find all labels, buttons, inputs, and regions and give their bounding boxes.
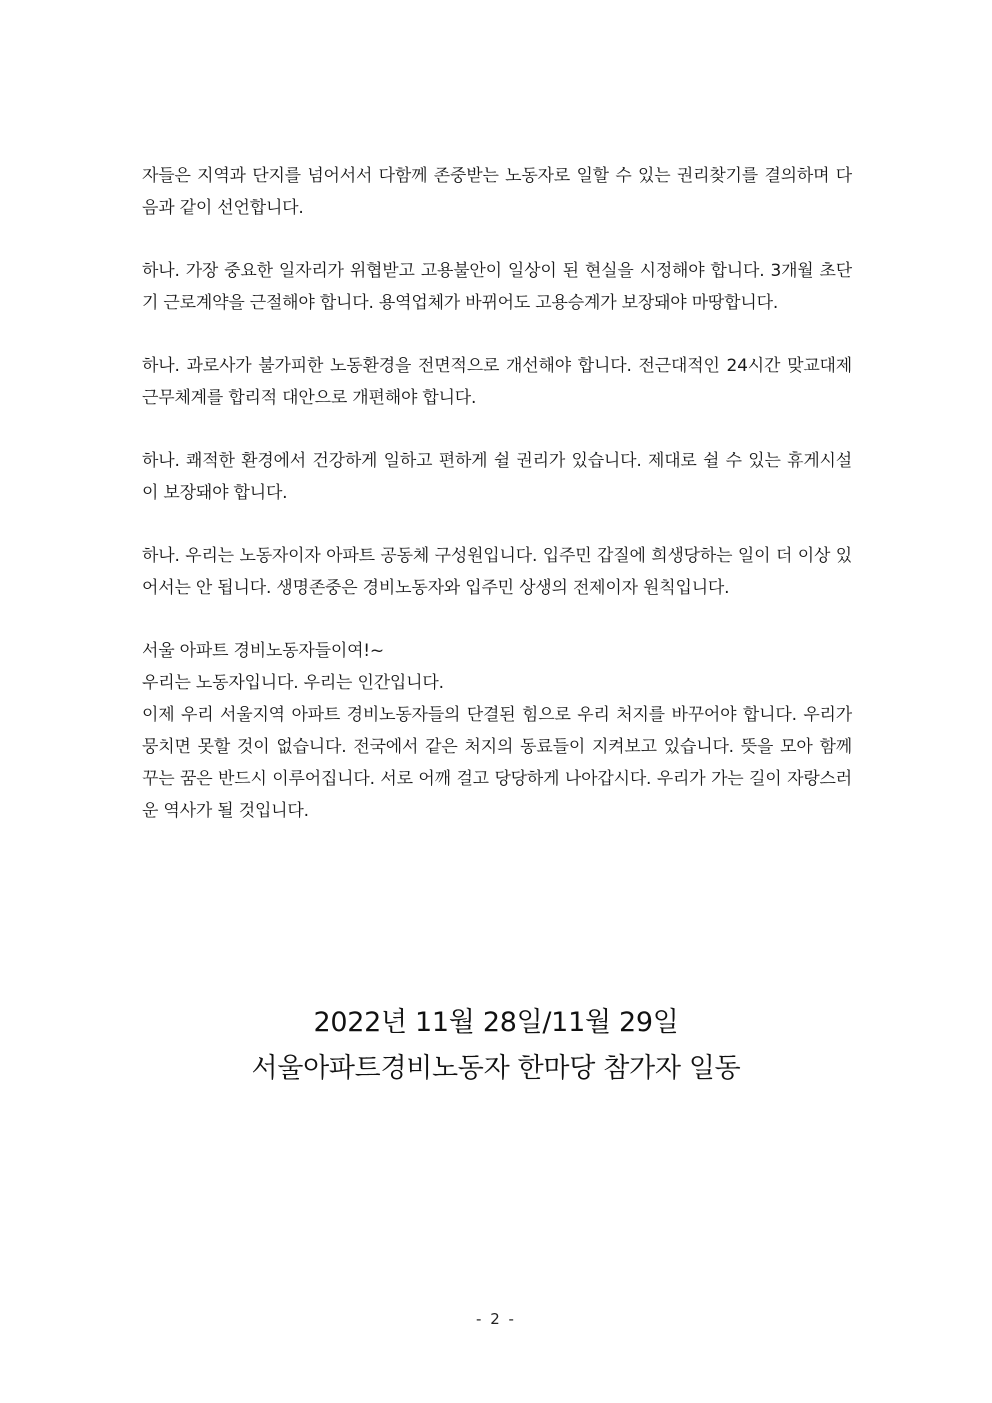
closing-line-call: 서울 아파트 경비노동자들이여!~ <box>142 641 384 661</box>
page-number: - 2 - <box>476 1310 516 1328</box>
closing-appeal <box>142 635 852 827</box>
paragraph-resolution-3: 하나. 쾌적한 환경에서 건강하게 일하고 편하게 쉴 권리가 있습니다. 제대로 쉴 수 있는 휴게시설이 보장돼야 합니다. <box>142 451 852 503</box>
closing-line-message: 이제 우리 서울지역 아파트 경비노동자들의 단결된 힘으로 우리 처지를 바꾸어야 합니다. 우리가 뭉치면 못할 것이 없습니다. 전국에서 같은 처지의 동료들이 지켜보고 있습니다. 뜻을 모아 함께 꾸는 꿈은 반드시 이루어집니다. 서로 어깨 걸고 당당하게 나아갑시다. 우리가 가는 길이 자랑스러운 역사가 될 것입니다. <box>142 705 852 821</box>
declaration-body <box>142 160 852 827</box>
signature-block <box>0 1000 992 1092</box>
paragraph-resolution-1: 하나. 가장 중요한 일자리가 위협받고 고용불안이 일상이 된 현실을 시정해야 합니다. 3개월 초단기 근로계약을 근절해야 합니다. 용역업체가 바뀌어도 고용승계가 보장돼야 마땅합니다. <box>142 261 852 313</box>
paragraph-intro: 자들은 지역과 단지를 넘어서서 다함께 존중받는 노동자로 일할 수 있는 권리찾기를 결의하며 다음과 같이 선언합니다. <box>142 166 852 218</box>
signature-date: 2022년 11월 28일/11월 29일 <box>313 1007 679 1038</box>
paragraph-resolution-2: 하나. 과로사가 불가피한 노동환경을 전면적으로 개선해야 합니다. 전근대적인 24시간 맞교대제 근무체계를 합리적 대안으로 개편해야 합니다. <box>142 356 852 408</box>
closing-line-identity: 우리는 노동자입니다. 우리는 인간입니다. <box>142 673 444 693</box>
paragraph-resolution-4: 하나. 우리는 노동자이자 아파트 공동체 구성원입니다. 입주민 갑질에 희생당하는 일이 더 이상 있어서는 안 됩니다. 생명존중은 경비노동자와 입주민 상생의 전제이자 원칙입니다. <box>142 546 852 598</box>
signature-organization: 서울아파트경비노동자 한마당 참가자 일동 <box>251 1053 741 1084</box>
